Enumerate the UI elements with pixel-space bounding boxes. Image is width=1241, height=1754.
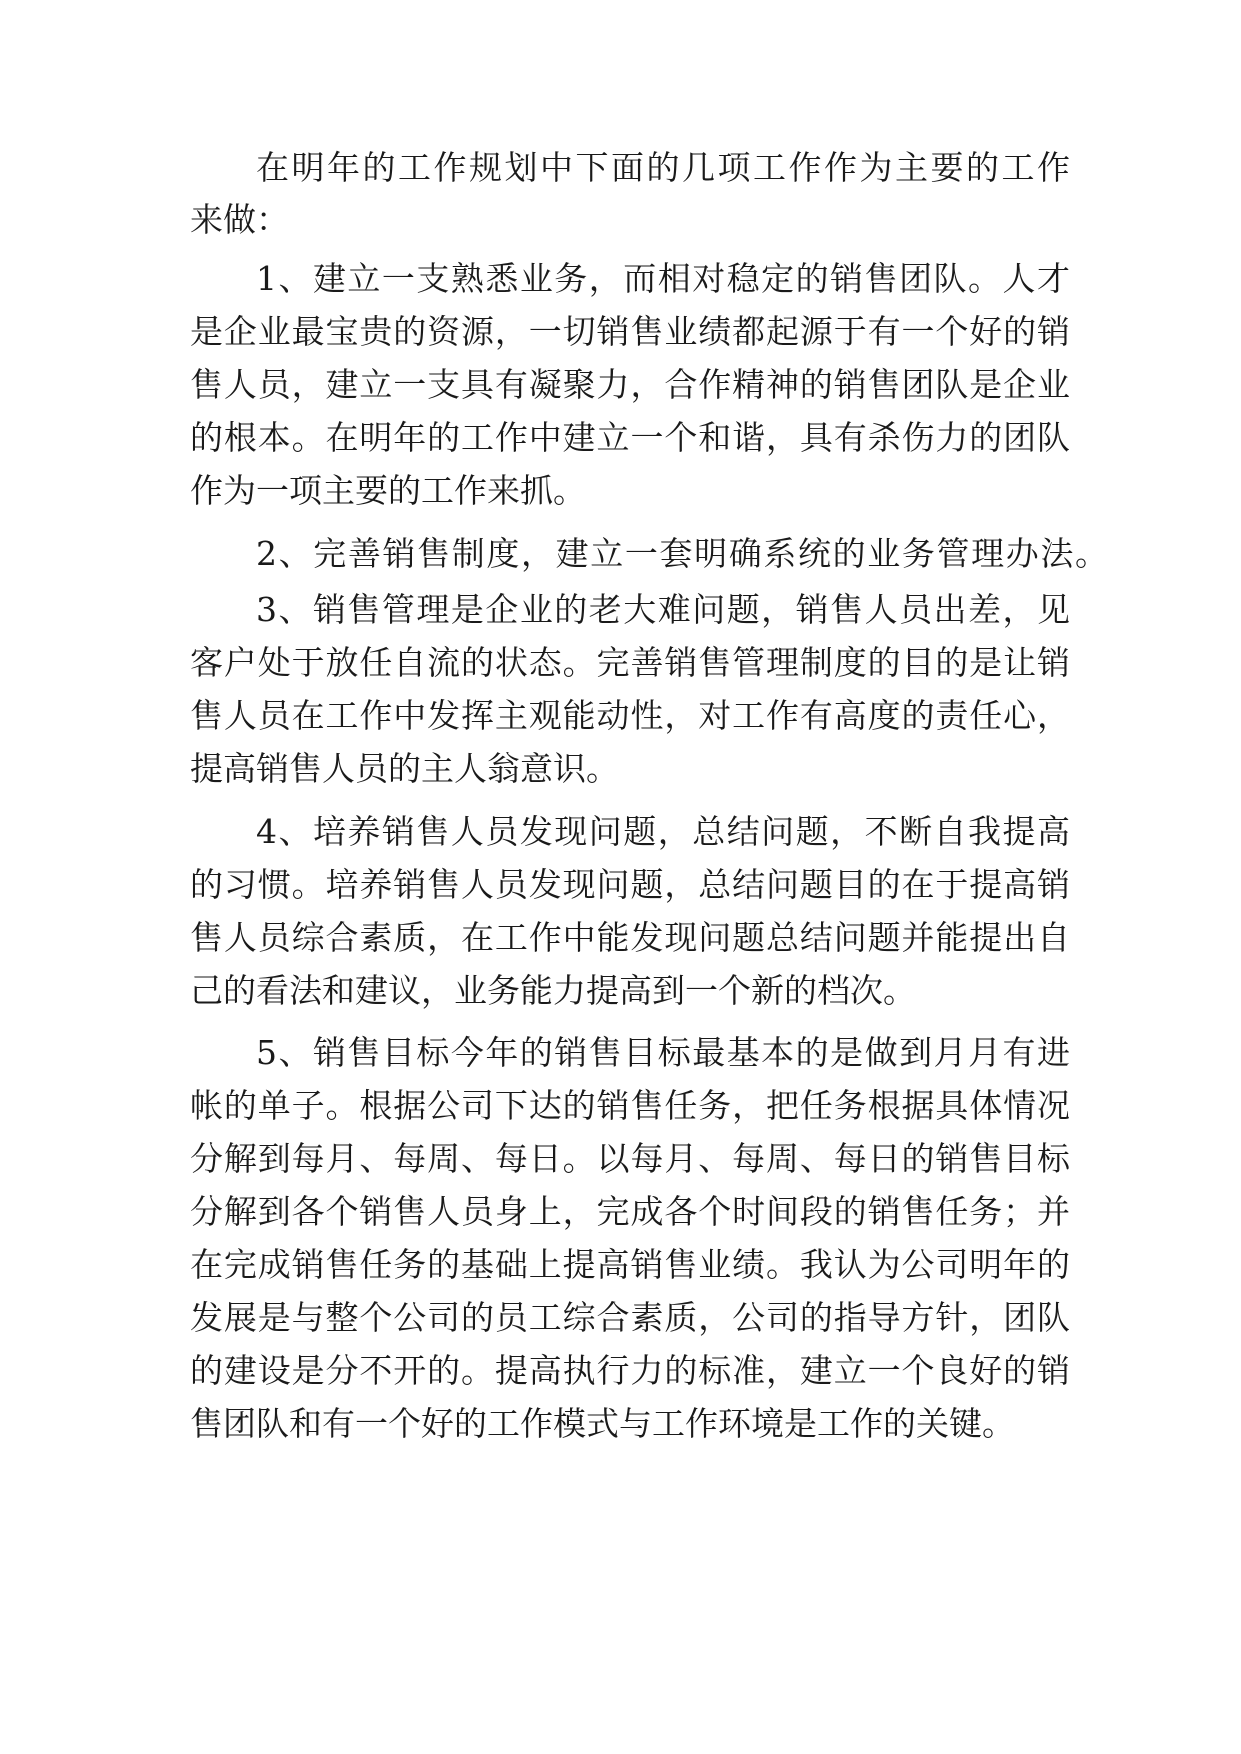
text-line: 售人员，建立一支具有凝聚力，合作精神的销售团队是企业	[190, 365, 1070, 404]
text-line: 的习惯。培养销售人员发现问题，总结问题目的在于提高销	[190, 865, 1070, 904]
text-line: 5、销售目标今年的销售目标最基本的是做到月月有进	[256, 1033, 1070, 1072]
text-line: 的建设是分不开的。提高执行力的标准，建立一个良好的销	[190, 1351, 1070, 1390]
text-line: 来做：	[190, 200, 289, 239]
text-line: 是企业最宝贵的资源，一切销售业绩都起源于有一个好的销	[190, 312, 1070, 351]
text-line: 己的看法和建议，业务能力提高到一个新的档次。	[190, 971, 916, 1010]
text-line: 1、建立一支熟悉业务，而相对稳定的销售团队。人才	[256, 259, 1070, 298]
text-line: 帐的单子。根据公司下达的销售任务，把任务根据具体情况	[190, 1086, 1070, 1125]
text-line: 分解到各个销售人员身上，完成各个时间段的销售任务；并	[190, 1192, 1070, 1231]
text-line: 发展是与整个公司的员工综合素质，公司的指导方针，团队	[190, 1298, 1070, 1337]
text-line: 2、完善销售制度，建立一套明确系统的业务管理办法。	[256, 534, 1108, 573]
text-line: 分解到每月、每周、每日。以每月、每周、每日的销售目标	[190, 1139, 1070, 1178]
text-line: 4、培养销售人员发现问题，总结问题，不断自我提高	[256, 812, 1070, 851]
text-line: 提高销售人员的主人翁意识。	[190, 749, 619, 788]
text-line: 的根本。在明年的工作中建立一个和谐，具有杀伤力的团队	[190, 418, 1070, 457]
text-line: 作为一项主要的工作来抓。	[190, 471, 586, 510]
text-line: 在明年的工作规划中下面的几项工作作为主要的工作	[256, 148, 1070, 187]
text-line: 客户处于放任自流的状态。完善销售管理制度的目的是让销	[190, 643, 1070, 682]
text-line: 售人员在工作中发挥主观能动性，对工作有高度的责任心，	[190, 696, 1070, 735]
text-line: 售人员综合素质，在工作中能发现问题总结问题并能提出自	[190, 918, 1070, 957]
text-line: 售团队和有一个好的工作模式与工作环境是工作的关键。	[190, 1404, 1015, 1443]
text-line: 在完成销售任务的基础上提高销售业绩。我认为公司明年的	[190, 1245, 1070, 1284]
text-line: 3、销售管理是企业的老大难问题，销售人员出差，见	[256, 590, 1070, 629]
